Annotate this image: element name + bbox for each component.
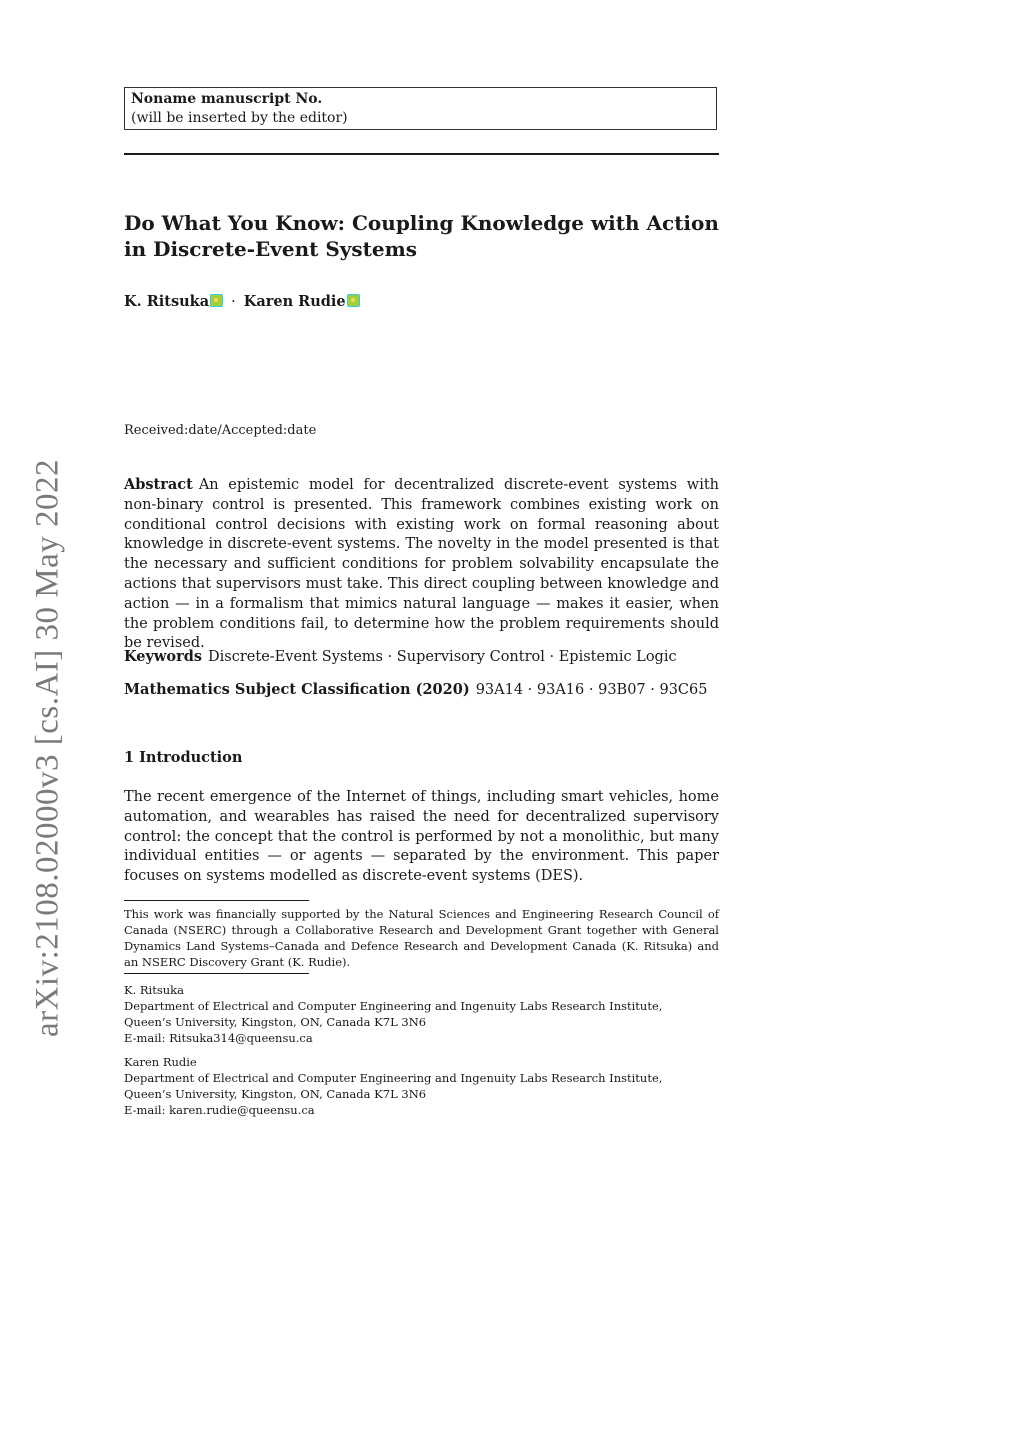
section-heading-introduction: 1 Introduction xyxy=(124,749,243,766)
msc-classification xyxy=(124,680,719,700)
manuscript-box xyxy=(124,87,717,130)
msc-codes: 93A14 · 93A16 · 93B07 · 93C65 xyxy=(475,682,708,698)
keywords xyxy=(124,647,719,667)
msc-label: Mathematics Subject Classification (2020) xyxy=(124,681,470,698)
manuscript-number: Noname manuscript No. xyxy=(131,91,323,107)
introduction-text: The recent emergence of the Internet of things, including smart vehicles, home automation, and wearables has raised the need for decentralized supervisory control: the concept that the control is performed by not a monolithic, but many individual entities — or agents — separated by the environment. This paper focuses on systems modelled as discrete-event systems (DES). xyxy=(124,789,719,885)
orcid-icon[interactable] xyxy=(347,294,360,307)
received-date: Received:date/Accepted:date xyxy=(124,423,317,438)
affiliation-dept: Department of Electrical and Computer Engineering and Ingenuity Labs Research Institute, xyxy=(124,999,663,1013)
footnote-rule xyxy=(124,900,309,901)
affiliation-address: Queen’s University, Kingston, ON, Canada K7L 3N6 xyxy=(124,1087,427,1101)
abstract xyxy=(124,475,719,654)
affiliation-rudie xyxy=(124,1054,719,1118)
author-list xyxy=(124,292,719,312)
affiliation-email[interactable]: E-mail: Ritsuka314@queensu.ca xyxy=(124,1031,313,1045)
affiliation-rule xyxy=(124,973,309,974)
affiliation-name: Karen Rudie xyxy=(124,1055,197,1069)
author-separator: · xyxy=(231,294,236,310)
affiliation-dept: Department of Electrical and Computer Engineering and Ingenuity Labs Research Institute, xyxy=(124,1071,663,1085)
affiliation-name: K. Ritsuka xyxy=(124,983,184,997)
orcid-icon[interactable] xyxy=(210,294,223,307)
keywords-label: Keywords xyxy=(124,648,203,665)
funding-footnote: This work was financially supported by the Natural Sciences and Engineering Research Council of Canada (NSERC) through a Collaborative Research and Development Grant together with General Dynamics Land Systems–Canada and Defence Research and Development Canada (K. Ritsuka) and an NSERC Discovery Grant (K. Rudie). xyxy=(124,907,719,969)
affiliation-email[interactable]: E-mail: karen.rudie@queensu.ca xyxy=(124,1103,315,1117)
abstract-label: Abstract xyxy=(124,476,193,493)
arxiv-identifier: arXiv:2108.02000v3 [cs.AI] 30 May 2022 xyxy=(29,458,66,1038)
arxiv-sidebar xyxy=(30,448,66,1048)
affiliation-address: Queen’s University, Kingston, ON, Canada K7L 3N6 xyxy=(124,1015,427,1029)
keywords-text: Discrete-Event Systems · Supervisory Control · Epistemic Logic xyxy=(208,649,677,665)
author-rudie: Karen Rudie xyxy=(243,293,346,310)
author-ritsuka: K. Ritsuka xyxy=(124,293,210,310)
affiliation-ritsuka xyxy=(124,982,719,1046)
abstract-text: An epistemic model for decentralized discrete-event systems with non-binary control is presented. This framework combines existing work on conditional control decisions with existing work on formal reasoning about knowledge in discrete-event systems. The novelty in the model presented is that the necessary and sufficient conditions for problem solvability encapsulate the actions that supervisors must take. This direct coupling between knowledge and action — in a formalism that mimics natural language — makes it easier, when the problem conditions fail, to determine how the problem requirements should be revised. xyxy=(124,477,719,652)
header-rule xyxy=(124,153,719,155)
paper-title: Do What You Know: Coupling Knowledge with Action in Discrete-Event Systems xyxy=(124,211,719,261)
manuscript-editor-note: (will be inserted by the editor) xyxy=(131,110,348,126)
